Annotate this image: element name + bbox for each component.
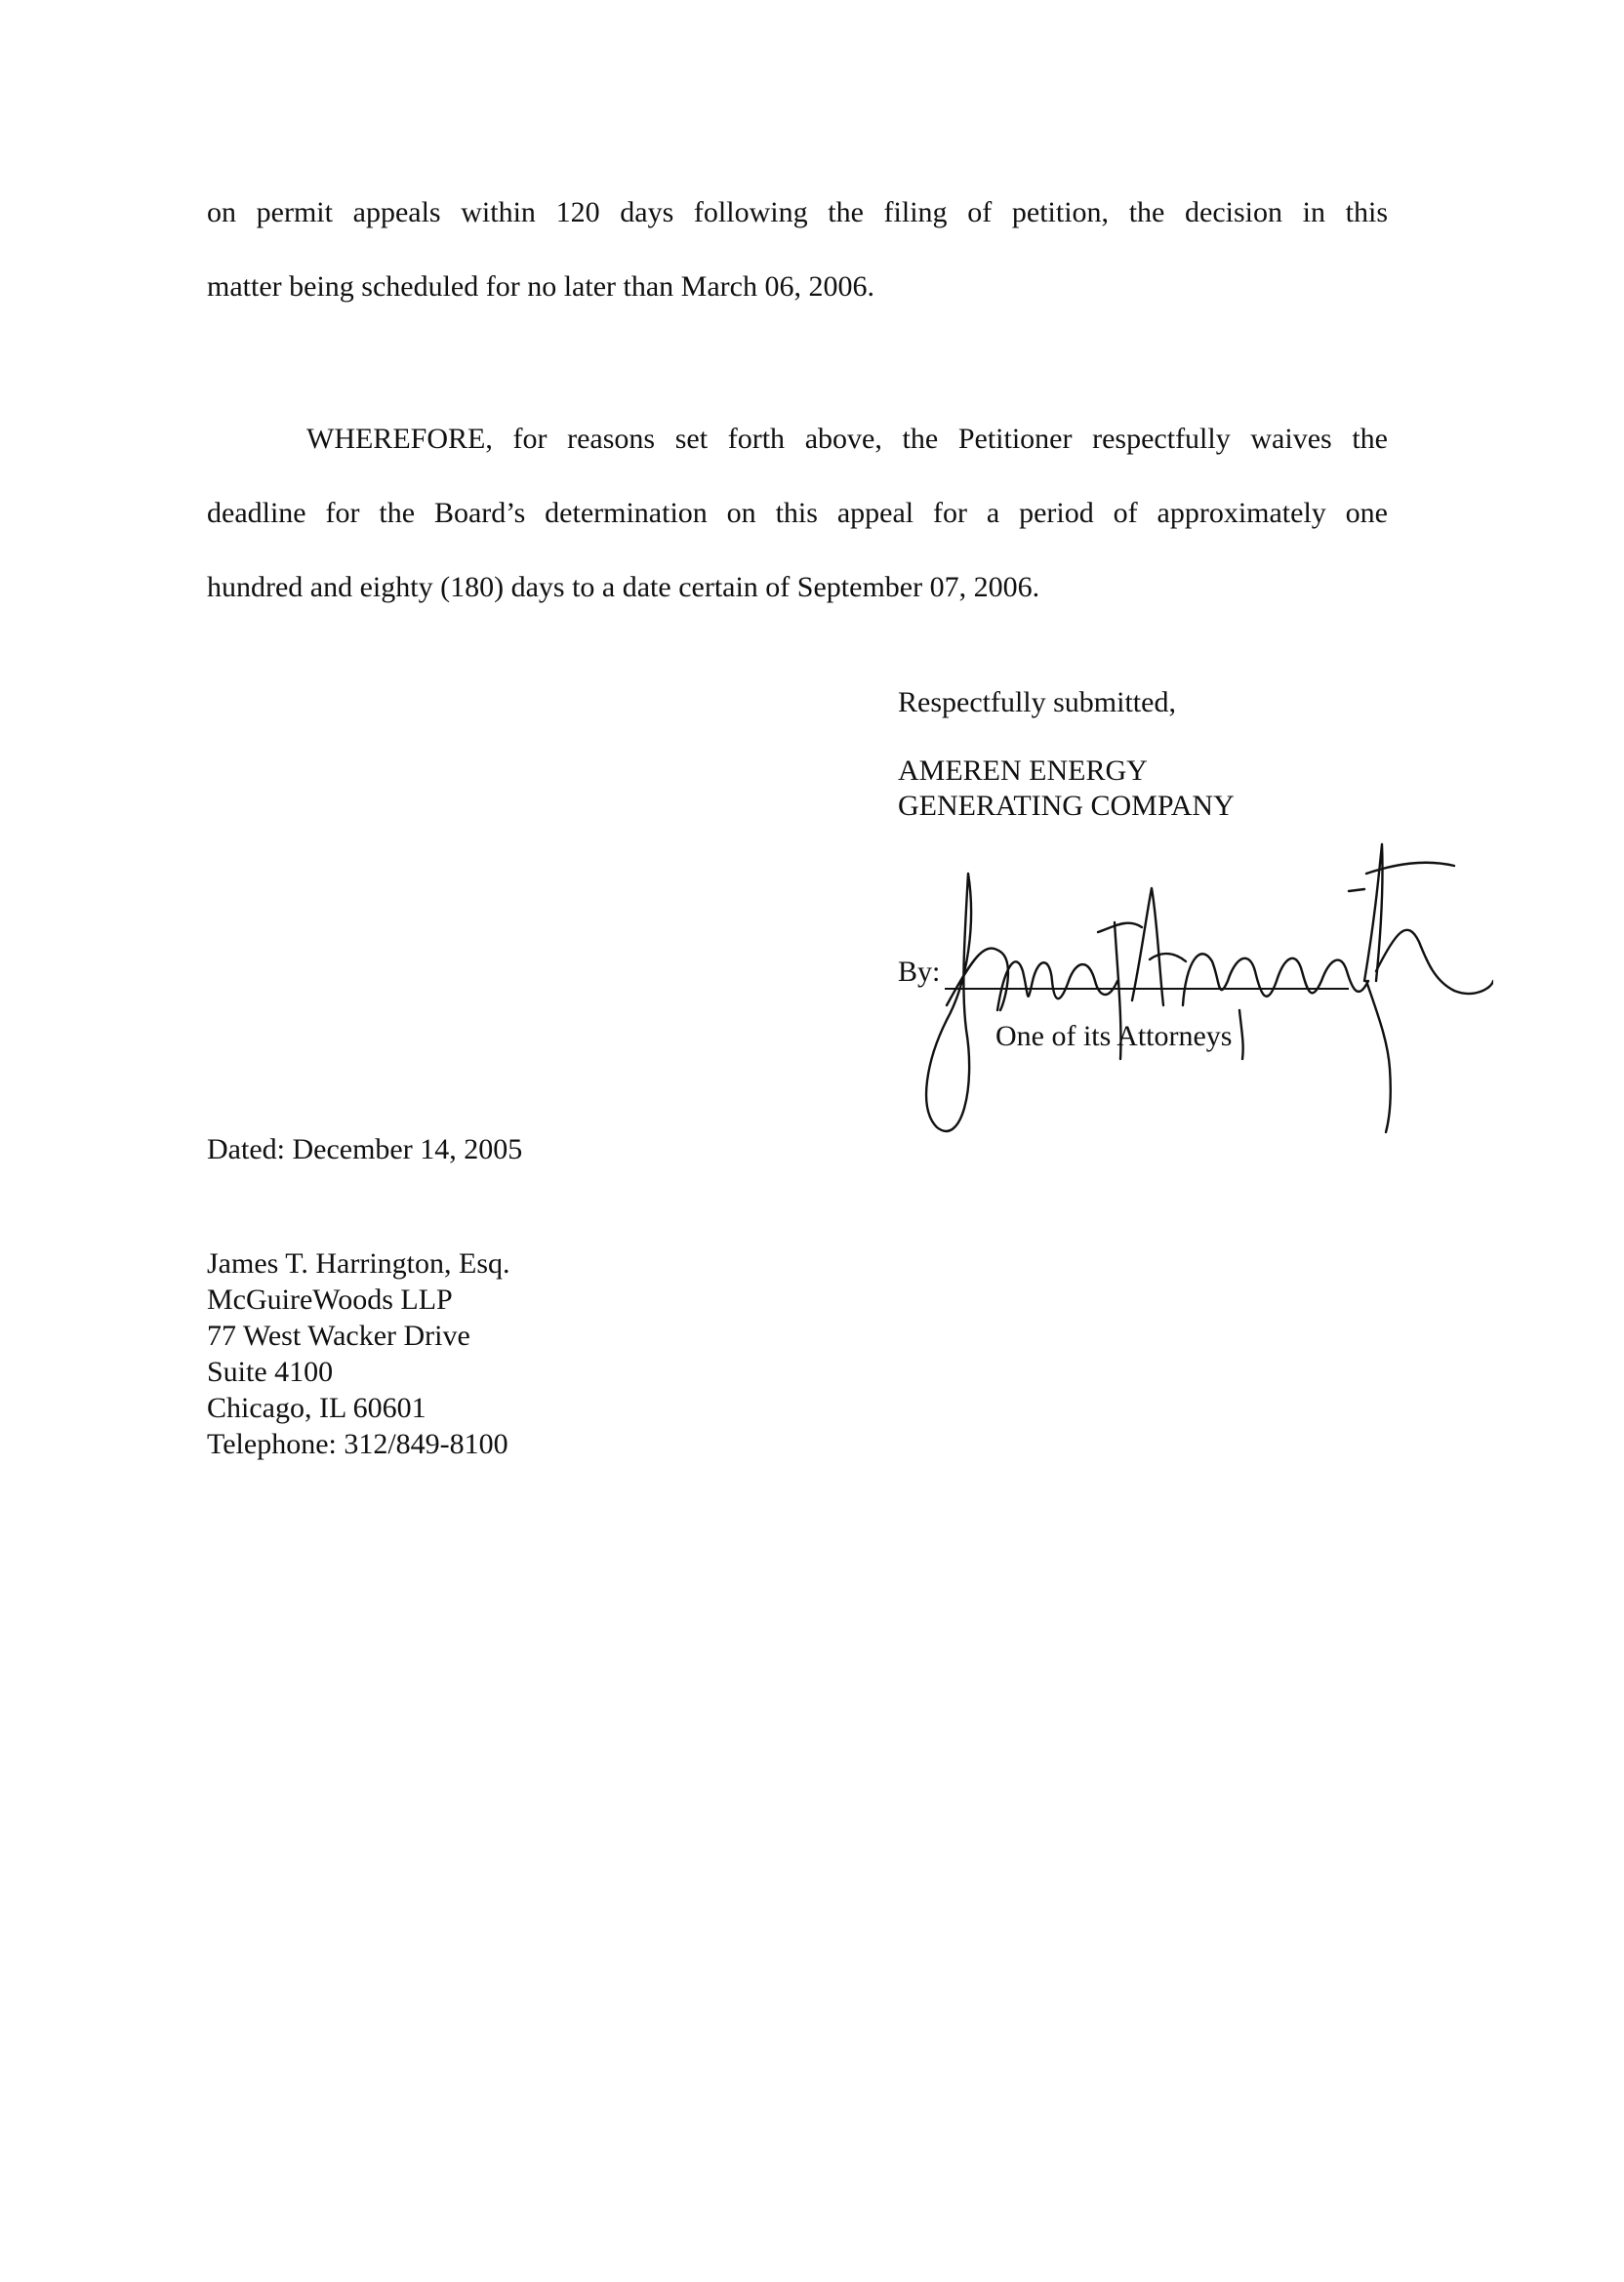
address-line: McGuireWoods LLP	[207, 1284, 453, 1316]
paragraph-line: matter being scheduled for no later than March 06, 2006.	[207, 270, 874, 303]
paragraph-line: on permit appeals within 120 days following the filing of petition, the decision in this	[207, 196, 1388, 228]
handwritten-signature	[908, 835, 1493, 1147]
company-name	[898, 754, 1235, 824]
company-name-line: AMEREN ENERGY	[898, 754, 1148, 787]
paragraph-line: deadline for the Board’s determination on this appeal for a period of approximately one	[207, 497, 1388, 529]
address-line: Chicago, IL 60601	[207, 1392, 426, 1424]
address-line: Telephone: 312/849-8100	[207, 1428, 508, 1460]
company-name-line: GENERATING COMPANY	[898, 790, 1235, 822]
attorney-caption: One of its Attorneys	[995, 1020, 1233, 1052]
address-line: Suite 4100	[207, 1356, 334, 1388]
address-line: 77 West Wacker Drive	[207, 1320, 470, 1352]
address-line: James T. Harrington, Esq.	[207, 1247, 510, 1280]
paragraph-continuation	[207, 176, 1388, 324]
date-line: Dated: December 14, 2005	[207, 1133, 523, 1165]
paragraph-line: WHEREFORE, for reasons set forth above, the Petitioner respectfully waives the	[306, 423, 1388, 455]
attorney-address-block	[207, 1245, 510, 1462]
paragraph-line: hundred and eighty (180) days to a date certain of September 07, 2006.	[207, 571, 1040, 603]
paragraph-wherefore	[207, 402, 1388, 625]
closing-phrase: Respectfully submitted,	[898, 686, 1176, 718]
by-label: By:	[898, 956, 941, 988]
